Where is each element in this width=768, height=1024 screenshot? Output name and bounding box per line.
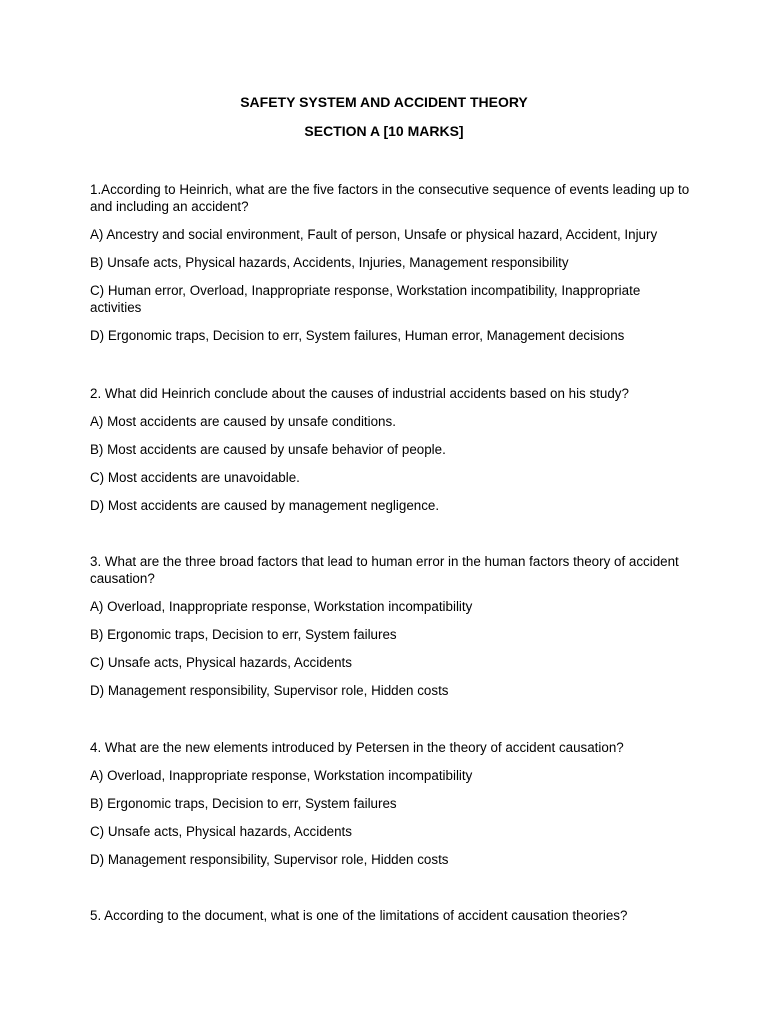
question-2-option-a: A) Most accidents are caused by unsafe conditions.	[90, 414, 396, 429]
question-2-text: 2. What did Heinrich conclude about the causes of industrial accidents based on his study?	[90, 386, 629, 401]
question-3-text: 3. What are the three broad factors that lead to human error in the human factors theory of accident causation?	[90, 554, 679, 586]
question-2-option-c: C) Most accidents are unavoidable.	[90, 470, 300, 485]
question-4-text: 4. What are the new elements introduced by Petersen in the theory of accident causation?	[90, 740, 624, 755]
question-1-option-a: A) Ancestry and social environment, Fault of person, Unsafe or physical hazard, Accident, Injury	[90, 227, 658, 242]
question-4-option-c: C) Unsafe acts, Physical hazards, Accidents	[90, 824, 352, 839]
question-3-option-c: C) Unsafe acts, Physical hazards, Accidents	[90, 655, 352, 670]
question-2-option-d: D) Most accidents are caused by management negligence.	[90, 498, 440, 513]
question-4-option-d: D) Management responsibility, Supervisor role, Hidden costs	[90, 852, 449, 867]
section-title: SECTION A [10 MARKS]	[304, 123, 464, 139]
question-1-option-b: B) Unsafe acts, Physical hazards, Accidents, Injuries, Management responsibility	[90, 255, 569, 270]
question-block-5	[90, 907, 690, 935]
document-title: SAFETY SYSTEM AND ACCIDENT THEORY	[240, 94, 528, 110]
question-3-option-b: B) Ergonomic traps, Decision to err, System failures	[90, 627, 397, 642]
question-5-text: 5. According to the document, what is one of the limitations of accident causation theories?	[90, 908, 628, 923]
question-1-option-d: D) Ergonomic traps, Decision to err, System failures, Human error, Management decisions	[90, 328, 625, 343]
question-3-option-d: D) Management responsibility, Supervisor role, Hidden costs	[90, 683, 449, 698]
question-block-3	[90, 553, 690, 699]
question-1-text: 1.According to Heinrich, what are the five factors in the consecutive sequence of events leading up to and including an accident?	[90, 182, 690, 214]
question-block-1	[90, 181, 690, 344]
question-4-option-a: A) Overload, Inappropriate response, Workstation incompatibility	[90, 768, 473, 783]
question-block-2	[90, 385, 690, 514]
question-block-4	[90, 739, 690, 868]
question-1-option-c: C) Human error, Overload, Inappropriate response, Workstation incompatibility, Inappropriate activities	[90, 283, 641, 315]
question-3-option-a: A) Overload, Inappropriate response, Workstation incompatibility	[90, 599, 473, 614]
question-2-option-b: B) Most accidents are caused by unsafe behavior of people.	[90, 442, 446, 457]
question-4-option-b: B) Ergonomic traps, Decision to err, System failures	[90, 796, 397, 811]
